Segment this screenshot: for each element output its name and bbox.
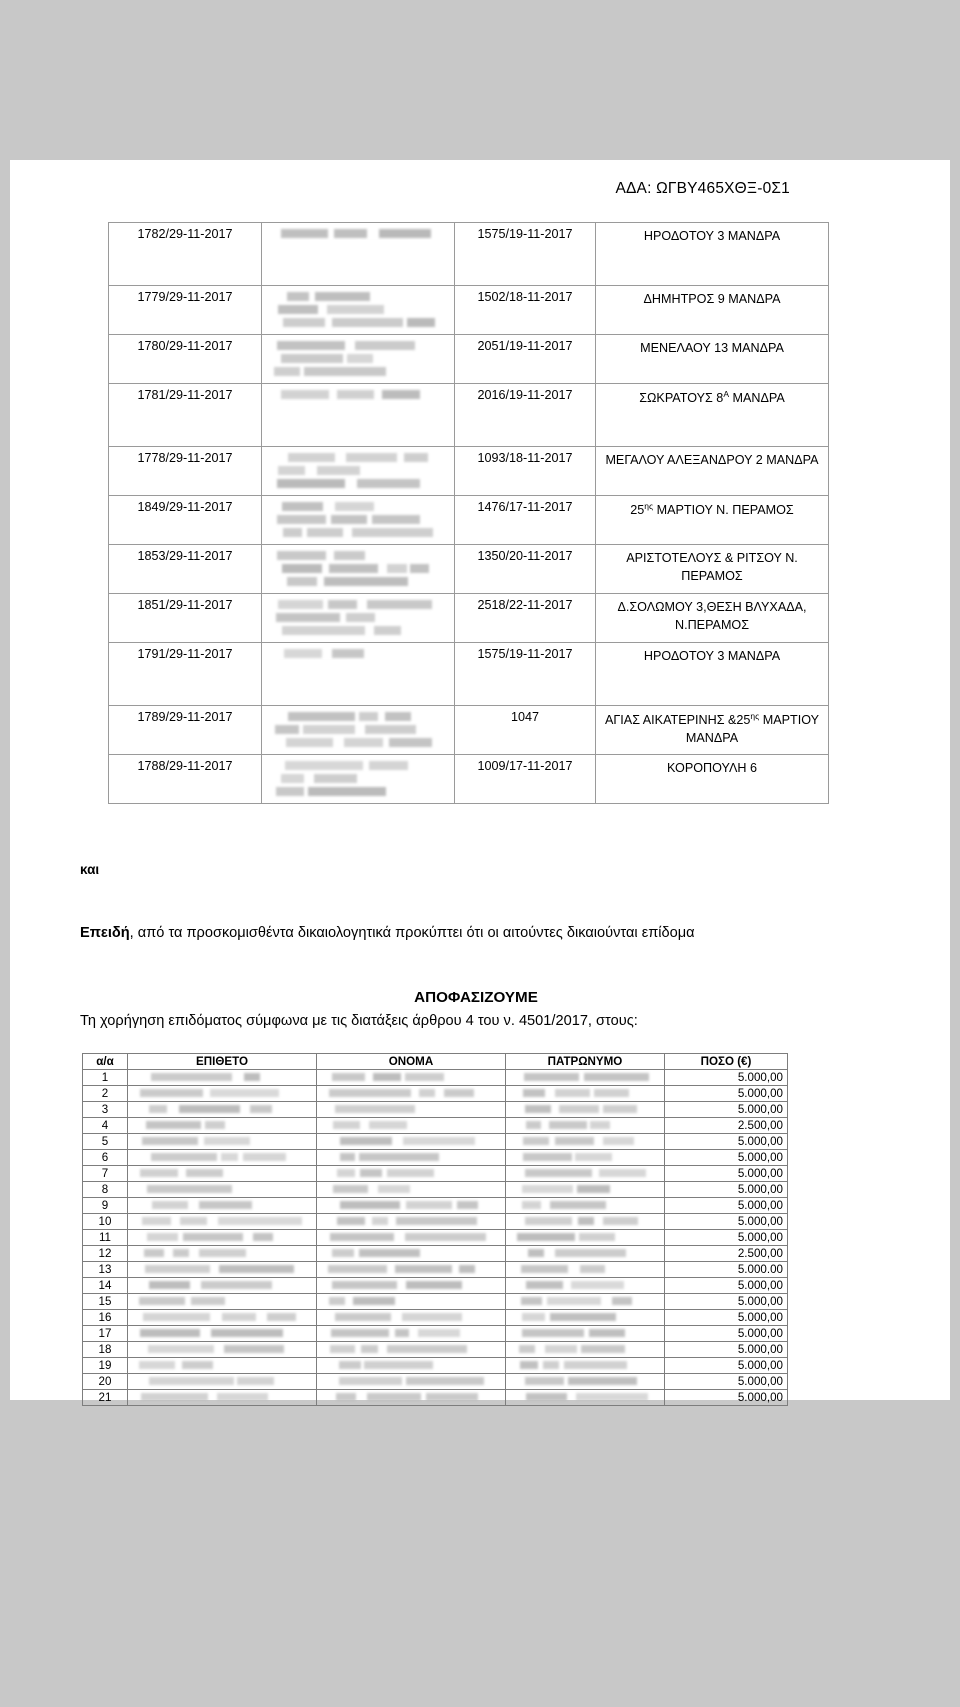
address: ΚΟΡΟΠΟΥΛΗ 6 [596,755,829,804]
redacted-text [321,1088,501,1099]
applicant-name-redacted [262,755,455,804]
redacted-text [268,598,448,638]
surname-redacted [128,1293,317,1309]
reference-number: 1502/18-11-2017 [455,286,596,335]
table-row [109,223,829,286]
patronymic-redacted [506,1101,665,1117]
redacted-text [321,1376,501,1387]
patronymic-redacted [506,1213,665,1229]
patronymic-redacted [506,1357,665,1373]
protocol-number: 1849/29-11-2017 [109,496,262,545]
reference-number: 1476/17-11-2017 [455,496,596,545]
patronymic-redacted [506,1373,665,1389]
redacted-text [321,1264,501,1275]
address: ΗΡΟΔΟΤΟΥ 3 ΜΑΝΔΡΑ [596,643,829,706]
redacted-text [321,1168,501,1179]
redacted-text [268,290,448,330]
table-row [83,1117,788,1133]
table-row [83,1357,788,1373]
patronymic-redacted [506,1149,665,1165]
amount: 5.000,00 [665,1181,788,1197]
patronymic-redacted [506,1197,665,1213]
row-index: 3 [83,1101,128,1117]
amount: 5.000,00 [665,1293,788,1309]
row-index: 15 [83,1293,128,1309]
protocol-number: 1791/29-11-2017 [109,643,262,706]
table-row [83,1165,788,1181]
redacted-text [510,1120,660,1131]
applications-table [108,222,829,804]
amount: 2.500,00 [665,1117,788,1133]
header-onoma: ΟΝΟΜΑ [317,1053,506,1069]
redacted-text [321,1104,501,1115]
redacted-text [510,1296,660,1307]
redacted-text [510,1264,660,1275]
firstname-redacted [317,1165,506,1181]
redacted-text [132,1264,312,1275]
applicant-name-redacted [262,594,455,643]
redacted-text [268,710,448,750]
redacted-text [132,1120,312,1131]
firstname-redacted [317,1277,506,1293]
firstname-redacted [317,1197,506,1213]
amount: 5.000,00 [665,1165,788,1181]
redacted-text [321,1184,501,1195]
reference-number: 1575/19-11-2017 [455,643,596,706]
table-row [109,286,829,335]
reference-number: 2016/19-11-2017 [455,384,596,447]
redacted-text [321,1120,501,1131]
reference-number: 2051/19-11-2017 [455,335,596,384]
redacted-text [132,1376,312,1387]
surname-redacted [128,1101,317,1117]
redacted-text [510,1328,660,1339]
redacted-text [510,1376,660,1387]
row-index: 18 [83,1341,128,1357]
redacted-text [132,1360,312,1371]
surname-redacted [128,1069,317,1085]
header-epitheto: ΕΠΙΘΕΤΟ [128,1053,317,1069]
firstname-redacted [317,1085,506,1101]
surname-redacted [128,1165,317,1181]
firstname-redacted [317,1325,506,1341]
amount: 5.000,00 [665,1101,788,1117]
table-row [83,1229,788,1245]
amount: 5.000,00 [665,1277,788,1293]
row-index: 1 [83,1069,128,1085]
address: ΜΕΓΑΛΟΥ ΑΛΕΞΑΝΔΡΟΥ 2 ΜΑΝΔΡΑ [596,447,829,496]
firstname-redacted [317,1181,506,1197]
redacted-text [510,1360,660,1371]
protocol-number: 1780/29-11-2017 [109,335,262,384]
beneficiaries-table-head [83,1053,788,1069]
firstname-redacted [317,1245,506,1261]
grant-line: Τη χορήγηση επιδόματος σύμφωνα με τις διατάξεις άρθρου 4 του ν. 4501/2017, στους: [80,1012,638,1029]
table-row [83,1213,788,1229]
table-row [83,1101,788,1117]
redacted-text [321,1200,501,1211]
row-index: 14 [83,1277,128,1293]
table-row [109,706,829,755]
redacted-text [321,1392,501,1403]
redacted-text [132,1072,312,1083]
redacted-text [510,1312,660,1323]
table-row [83,1373,788,1389]
address: ΔΗΜΗΤΡΟΣ 9 ΜΑΝΔΡΑ [596,286,829,335]
redacted-text [132,1088,312,1099]
firstname-redacted [317,1309,506,1325]
applicant-name-redacted [262,545,455,594]
amount: 5.000,00 [665,1229,788,1245]
reference-number: 1575/19-11-2017 [455,223,596,286]
address: ΑΓΙΑΣ ΑΙΚΑΤΕΡΙΝΗΣ $\&25^{\eta\varsigma}$ ΜΑΡΤΙΟΥ ΜΑΝΔΡΑ [596,706,829,755]
table-row [83,1325,788,1341]
redacted-text [321,1072,501,1083]
surname-redacted [128,1117,317,1133]
protocol-number: 1851/29-11-2017 [109,594,262,643]
surname-redacted [128,1197,317,1213]
table-row [109,447,829,496]
row-index: 9 [83,1197,128,1213]
amount: 5.000,00 [665,1069,788,1085]
patronymic-redacted [506,1277,665,1293]
amount: 5.000,00 [665,1309,788,1325]
redacted-text [321,1296,501,1307]
redacted-text [132,1184,312,1195]
address: ΗΡΟΔΟΤΟΥ 3 ΜΑΝΔΡΑ [596,223,829,286]
applicant-name-redacted [262,706,455,755]
table-row [83,1069,788,1085]
amount: 5.000,00 [665,1149,788,1165]
redacted-text [321,1216,501,1227]
redacted-text [132,1168,312,1179]
redacted-text [132,1216,312,1227]
applicant-name-redacted [262,335,455,384]
redacted-text [132,1296,312,1307]
redacted-text [510,1152,660,1163]
amount: 5.000,00 [665,1133,788,1149]
redacted-text [268,549,448,589]
row-index: 19 [83,1357,128,1373]
row-index: 17 [83,1325,128,1341]
redacted-text [268,759,448,799]
header-patronymo: ΠΑΤΡΩΝΥΜΟ [506,1053,665,1069]
row-index: 11 [83,1229,128,1245]
address: Δ.ΣΟΛΩΜΟΥ 3,ΘΕΣΗ ΒΛΥΧΑΔΑ, Ν.ΠΕΡΑΜΟΣ [596,594,829,643]
applicant-name-redacted [262,643,455,706]
redacted-text [510,1104,660,1115]
firstname-redacted [317,1229,506,1245]
table-row [83,1277,788,1293]
surname-redacted [128,1245,317,1261]
redacted-text [510,1248,660,1259]
redacted-text [510,1392,660,1403]
superscript: ης [644,501,654,511]
protocol-number: 1782/29-11-2017 [109,223,262,286]
patronymic-redacted [506,1133,665,1149]
redacted-text [510,1344,660,1355]
header-poso: ΠΟΣΟ (€) [665,1053,788,1069]
applications-table-body [109,223,829,804]
amount: 5.000,00 [665,1085,788,1101]
firstname-redacted [317,1341,506,1357]
redacted-text [510,1168,660,1179]
amount: 5.000,00 [665,1325,788,1341]
patronymic-redacted [506,1293,665,1309]
redacted-text [510,1200,660,1211]
redacted-text [132,1312,312,1323]
protocol-number: 1779/29-11-2017 [109,286,262,335]
redacted-text [510,1184,660,1195]
applicant-name-redacted [262,286,455,335]
row-index: 21 [83,1389,128,1405]
reference-number: 1093/18-11-2017 [455,447,596,496]
table-row [83,1085,788,1101]
header-aa: α/α [83,1053,128,1069]
surname-redacted [128,1085,317,1101]
firstname-redacted [317,1133,506,1149]
patronymic-redacted [506,1341,665,1357]
row-index: 10 [83,1213,128,1229]
surname-redacted [128,1309,317,1325]
address: ΑΡΙΣΤΟΤΕΛΟΥΣ & ΡΙΤΣΟΥ Ν. ΠΕΡΑΜΟΣ [596,545,829,594]
row-index: 12 [83,1245,128,1261]
row-index: 5 [83,1133,128,1149]
table-row [83,1133,788,1149]
document-page [10,160,950,1404]
redacted-text [321,1136,501,1147]
epeidi-rest: , από τα προσκομισθέντα δικαιολογητικά προκύπτει ότι οι αιτούντες δικαιούνται επίδομα [129,925,695,941]
surname-redacted [128,1133,317,1149]
surname-redacted [128,1277,317,1293]
table-row [83,1389,788,1405]
redacted-text [510,1280,660,1291]
patronymic-redacted [506,1229,665,1245]
surname-redacted [128,1261,317,1277]
reference-number: 1047 [455,706,596,755]
amount: 2.500,00 [665,1245,788,1261]
firstname-redacted [317,1213,506,1229]
table-row [83,1261,788,1277]
row-index: 7 [83,1165,128,1181]
table-row [109,643,829,706]
amount: 5.000.00 [665,1261,788,1277]
ada-header: ΑΔΑ: ΩΓΒΥ465ΧΘΞ-0Σ1 [615,180,790,197]
redacted-text [132,1136,312,1147]
firstname-redacted [317,1261,506,1277]
reference-number: 2518/22-11-2017 [455,594,596,643]
redacted-text [321,1360,501,1371]
row-index: 8 [83,1181,128,1197]
row-index: 13 [83,1261,128,1277]
patronymic-redacted [506,1309,665,1325]
redacted-text [132,1328,312,1339]
protocol-number: 1781/29-11-2017 [109,384,262,447]
redacted-text [510,1216,660,1227]
table-row [83,1149,788,1165]
redacted-text [268,227,448,240]
firstname-redacted [317,1117,506,1133]
kai-text: και [80,862,100,877]
redacted-text [321,1280,501,1291]
amount: 5.000,00 [665,1373,788,1389]
address: $25^{\eta\varsigma}$ ΜΑΡΤΙΟΥ Ν. ΠΕΡΑΜΟΣ [596,496,829,545]
surname-redacted [128,1181,317,1197]
epeidi-bold: Επειδή [80,925,130,941]
redacted-text [321,1328,501,1339]
redacted-text [510,1232,660,1243]
beneficiaries-table-body [83,1069,788,1405]
surname-redacted [128,1325,317,1341]
surname-redacted [128,1229,317,1245]
redacted-text [321,1312,501,1323]
patronymic-redacted [506,1117,665,1133]
redacted-text [321,1152,501,1163]
protocol-number: 1789/29-11-2017 [109,706,262,755]
protocol-number: 1853/29-11-2017 [109,545,262,594]
patronymic-redacted [506,1325,665,1341]
amount: 5.000,00 [665,1389,788,1405]
applicant-name-redacted [262,496,455,545]
patronymic-redacted [506,1181,665,1197]
patronymic-redacted [506,1165,665,1181]
patronymic-redacted [506,1069,665,1085]
superscript: Α [723,389,729,399]
table-row [109,335,829,384]
redacted-text [321,1232,501,1243]
table-row [83,1341,788,1357]
table-row [109,594,829,643]
epeidi-paragraph [80,923,872,945]
redacted-text [268,388,448,401]
firstname-redacted [317,1149,506,1165]
beneficiaries-header-row [83,1053,788,1069]
redacted-text [132,1152,312,1163]
surname-redacted [128,1373,317,1389]
surname-redacted [128,1389,317,1405]
row-index: 4 [83,1117,128,1133]
surname-redacted [128,1149,317,1165]
document-body [10,862,950,1029]
redacted-text [268,451,448,491]
table-row [83,1293,788,1309]
redacted-text [132,1232,312,1243]
superscript: ης [750,711,760,721]
redacted-text [321,1344,501,1355]
address: ΜΕΝΕΛΑΟΥ 13 ΜΑΝΔΡΑ [596,335,829,384]
firstname-redacted [317,1373,506,1389]
redacted-text [321,1248,501,1259]
patronymic-redacted [506,1389,665,1405]
patronymic-redacted [506,1085,665,1101]
amount: 5.000,00 [665,1213,788,1229]
table-row [109,545,829,594]
redacted-text [132,1200,312,1211]
amount: 5.000,00 [665,1357,788,1373]
table-row [83,1181,788,1197]
redacted-text [510,1136,660,1147]
apofasizoume-heading: ΑΠΟΦΑΣΙΖΟΥΜΕ [414,988,538,1006]
surname-redacted [128,1213,317,1229]
redacted-text [510,1072,660,1083]
redacted-text [268,339,448,379]
firstname-redacted [317,1357,506,1373]
protocol-number: 1778/29-11-2017 [109,447,262,496]
reference-number: 1009/17-11-2017 [455,755,596,804]
firstname-redacted [317,1101,506,1117]
reference-number: 1350/20-11-2017 [455,545,596,594]
patronymic-redacted [506,1261,665,1277]
beneficiaries-table [82,1053,788,1406]
protocol-number: 1788/29-11-2017 [109,755,262,804]
address: ΣΩΚΡΑΤΟΥΣ $8^A$ ΜΑΝΔΡΑ [596,384,829,447]
amount: 5.000,00 [665,1197,788,1213]
amount: 5.000,00 [665,1341,788,1357]
firstname-redacted [317,1293,506,1309]
table-row [83,1309,788,1325]
surname-redacted [128,1357,317,1373]
table-row [83,1245,788,1261]
table-row [109,496,829,545]
row-index: 20 [83,1373,128,1389]
redacted-text [132,1280,312,1291]
applicant-name-redacted [262,384,455,447]
applicant-name-redacted [262,223,455,286]
redacted-text [132,1104,312,1115]
row-index: 6 [83,1149,128,1165]
row-index: 16 [83,1309,128,1325]
row-index: 2 [83,1085,128,1101]
table-row [83,1197,788,1213]
applicant-name-redacted [262,447,455,496]
redacted-text [132,1248,312,1259]
firstname-redacted [317,1389,506,1405]
redacted-text [268,500,448,540]
redacted-text [268,647,448,660]
firstname-redacted [317,1069,506,1085]
redacted-text [510,1088,660,1099]
surname-redacted [128,1341,317,1357]
table-row [109,384,829,447]
redacted-text [132,1392,312,1403]
table-row [109,755,829,804]
redacted-text [132,1344,312,1355]
patronymic-redacted [506,1245,665,1261]
